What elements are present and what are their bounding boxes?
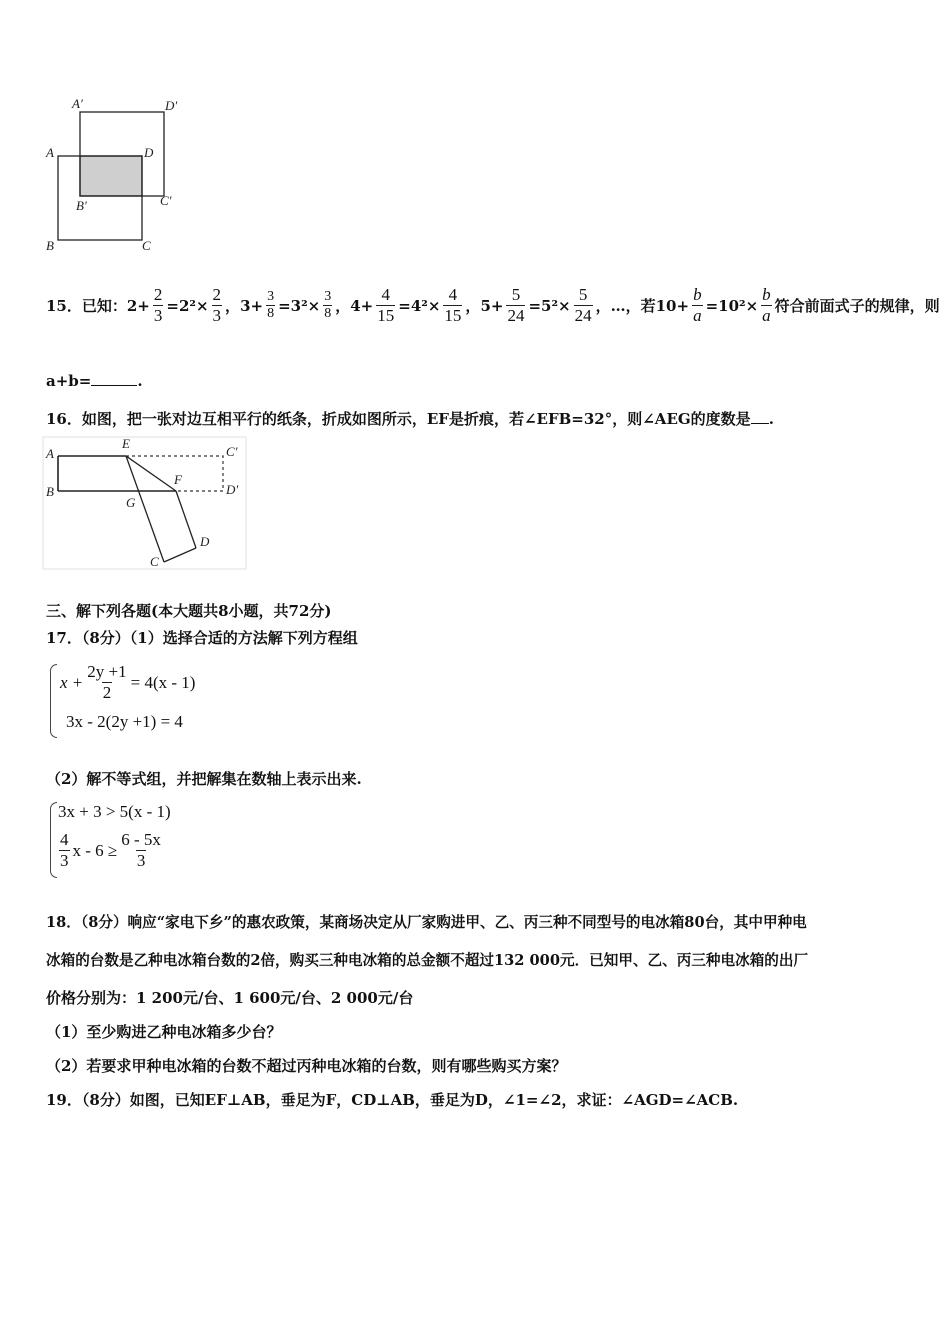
inequality-2 — [56, 830, 165, 871]
q15-term-2 — [240, 289, 350, 322]
ineq2-num-2: 6 - 5x — [121, 830, 161, 849]
question-18-line-1: 18．（8分）响应“家电下乡”的惠农政策，某商场决定从厂家购进甲、乙、丙三种不同型号的电冰箱80台，其中甲种电 — [46, 914, 807, 931]
term-mid: =3²× — [278, 296, 321, 315]
label-e: E — [122, 436, 130, 451]
question-18-line-2: 冰箱的台数是乙种电冰箱台数的2倍，购买三种电冰箱的总金额不超过132 000元．已知甲、乙、丙三种电冰箱的出厂 — [46, 952, 809, 969]
frac-num: 3 — [324, 289, 332, 304]
label-c-prime: C′ — [226, 444, 238, 459]
frac-den: 15 — [444, 306, 462, 325]
term-sep: ， — [225, 297, 241, 315]
term-sep: ，…，若 — [595, 297, 656, 315]
frac-num: b — [762, 285, 771, 304]
frac-num: 5 — [578, 285, 588, 304]
question-18-sub-1: （1）至少购进乙种电冰箱多少台？ — [46, 1023, 282, 1041]
eq1-pre: x + — [60, 672, 84, 692]
q15-term-1 — [127, 285, 240, 326]
folded-edge-cd — [164, 548, 196, 562]
equation-2: 3x - 2(2y +1) = 4 — [66, 712, 183, 731]
term-lead: 10+ — [655, 296, 690, 315]
q16-text-end: . — [768, 410, 774, 428]
question-16 — [46, 408, 774, 429]
term-lead: 2+ — [126, 296, 150, 315]
frac-den: 3 — [153, 306, 163, 325]
label-d-prime: D′ — [226, 482, 239, 497]
q15-term-3 — [350, 285, 480, 326]
q16-answer-blank[interactable] — [751, 423, 769, 424]
folded-strip-svg — [40, 436, 250, 572]
label-c-prime: C′ — [160, 193, 172, 208]
label-a: A — [46, 145, 54, 160]
ineq2-mid: x - 6 ≥ — [72, 840, 118, 860]
question-15-line-2 — [46, 372, 143, 390]
inequality-system — [50, 800, 270, 880]
frac-den: a — [693, 306, 702, 325]
eq1-den: 2 — [102, 683, 112, 702]
frac-den: 15 — [377, 306, 395, 325]
q15-answer-label: a+b= — [46, 372, 92, 390]
q15-answer-blank[interactable] — [91, 385, 137, 386]
term-mid: =5²× — [528, 296, 571, 315]
frac-den: 24 — [574, 306, 592, 325]
label-c: C — [142, 238, 151, 253]
term-sep: 符合前面式子的规律，则 — [774, 297, 940, 315]
term-mid: =4²× — [398, 296, 441, 315]
frac-num: b — [693, 285, 702, 304]
equation-1 — [60, 662, 195, 703]
label-b: B — [46, 238, 54, 253]
term-mid: =2²× — [166, 296, 209, 315]
label-b-prime: B′ — [76, 198, 87, 213]
q15-prefix: 15．已知： — [46, 297, 127, 315]
label-a: A — [46, 446, 54, 461]
term-mid: =10²× — [705, 296, 759, 315]
label-b: B — [46, 484, 54, 499]
frac-num: 5 — [511, 285, 521, 304]
equation-system-1 — [50, 660, 270, 740]
term-sep: ， — [465, 297, 481, 315]
section-3-title: 三、解下列各题(本大题共8小题，共72分) — [46, 602, 332, 620]
question-18-line-3: 价格分别为：1 200元/台、1 600元/台、2 000元/台 — [46, 989, 414, 1007]
frac-den: a — [762, 306, 771, 325]
question-15 — [46, 285, 940, 326]
question-19: 19．（8分）如图，已知EF⊥AB，垂足为F，CD⊥AB，垂足为D，∠1=∠2，求证：∠AGD=∠ACB. — [46, 1091, 739, 1109]
fold-line-ef — [126, 456, 176, 491]
frac-num: 2 — [212, 285, 222, 304]
q15-term-4 — [480, 285, 655, 326]
term-lead: 5+ — [480, 296, 504, 315]
question-18-sub-2: （2）若要求甲种电冰箱的台数不超过丙种电冰箱的台数，则有哪些购买方案？ — [46, 1057, 567, 1075]
ineq2-num-1: 4 — [60, 830, 69, 849]
question-17-part-2: （2）解不等式组，并把解集在数轴上表示出来. — [46, 770, 362, 788]
q16-text: 16．如图，把一张对边互相平行的纸条，折成如图所示，EF是折痕，若∠EFB=32°，则∠AEG的度数是 — [46, 410, 751, 428]
inequality-1: 3x + 3 > 5(x - 1) — [58, 802, 171, 821]
ineq2-den-2: 3 — [136, 851, 146, 870]
question-17-line-1: 17．（8分）（1）选择合适的方法解下列方程组 — [46, 629, 358, 647]
label-f: F — [174, 472, 182, 487]
label-d-prime: D′ — [165, 98, 178, 113]
frac-den: 8 — [324, 306, 332, 321]
frac-den: 8 — [267, 306, 275, 321]
ineq2-den-1: 3 — [60, 851, 69, 870]
folded-strip-figure — [40, 436, 250, 572]
term-sep: ， — [335, 297, 351, 315]
label-d: D — [144, 145, 154, 160]
eq1-post: = 4(x - 1) — [130, 672, 196, 692]
label-g: G — [126, 495, 136, 510]
eq1-num: 2y +1 — [87, 662, 127, 681]
shaded-overlap — [80, 156, 142, 196]
q15-line-end: . — [137, 372, 143, 390]
frac-num: 3 — [267, 289, 275, 304]
overlap-rectangles-figure — [40, 90, 200, 260]
q15-term-5 — [656, 285, 940, 326]
overlap-rectangles-svg — [40, 90, 200, 260]
frac-den: 24 — [507, 306, 525, 325]
frac-num: 4 — [381, 285, 391, 304]
term-lead: 4+ — [350, 296, 374, 315]
label-a-prime: A′ — [72, 96, 83, 111]
label-c: C — [150, 554, 159, 569]
brace-1 — [50, 664, 57, 738]
frac-den: 3 — [212, 306, 222, 325]
term-lead: 3+ — [240, 296, 264, 315]
label-d: D — [200, 534, 210, 549]
folded-edge-df — [176, 491, 196, 548]
frac-num: 4 — [448, 285, 458, 304]
frac-num: 2 — [153, 285, 163, 304]
